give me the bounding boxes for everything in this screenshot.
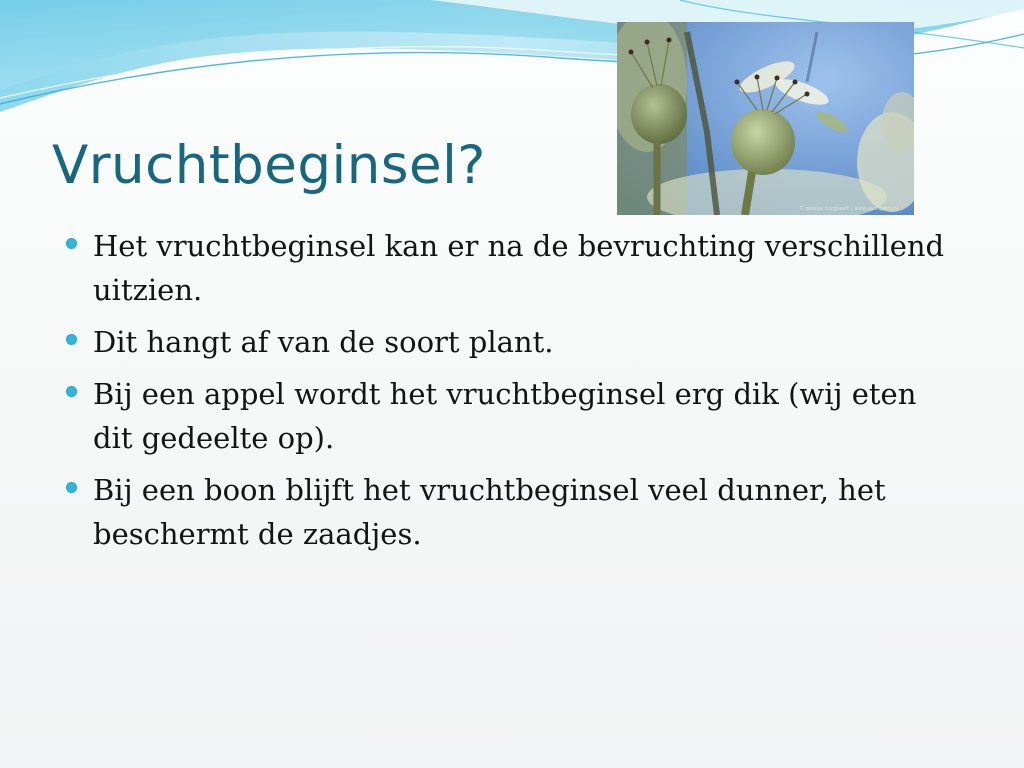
photo-watermark: © george burgpaaft | www.georgetm.nl [799, 206, 898, 212]
pear-blossom-image [617, 22, 914, 215]
bullet-item [64, 320, 964, 364]
bullet-icon [66, 238, 77, 249]
bullet-text: Bij een boon blijft het vruchtbeginsel veel dunner, het beschermt de zaadjes. [93, 473, 886, 551]
flower-photo [617, 22, 914, 215]
bullet-text: Het vruchtbeginsel kan er na de bevruchting verschillend uitzien. [93, 229, 945, 307]
bullet-icon [66, 386, 77, 397]
bullet-text: Dit hangt af van de soort plant. [93, 325, 554, 359]
bullet-item [64, 224, 964, 312]
slide-title: Vruchtbeginsel? [52, 135, 486, 196]
bullet-icon [66, 482, 77, 493]
bullet-item [64, 468, 964, 556]
bullet-list [64, 224, 964, 564]
bullet-item [64, 372, 964, 460]
bullet-icon [66, 334, 77, 345]
bullet-text: Bij een appel wordt het vruchtbeginsel erg dik (wij eten dit gedeelte op). [93, 377, 917, 455]
